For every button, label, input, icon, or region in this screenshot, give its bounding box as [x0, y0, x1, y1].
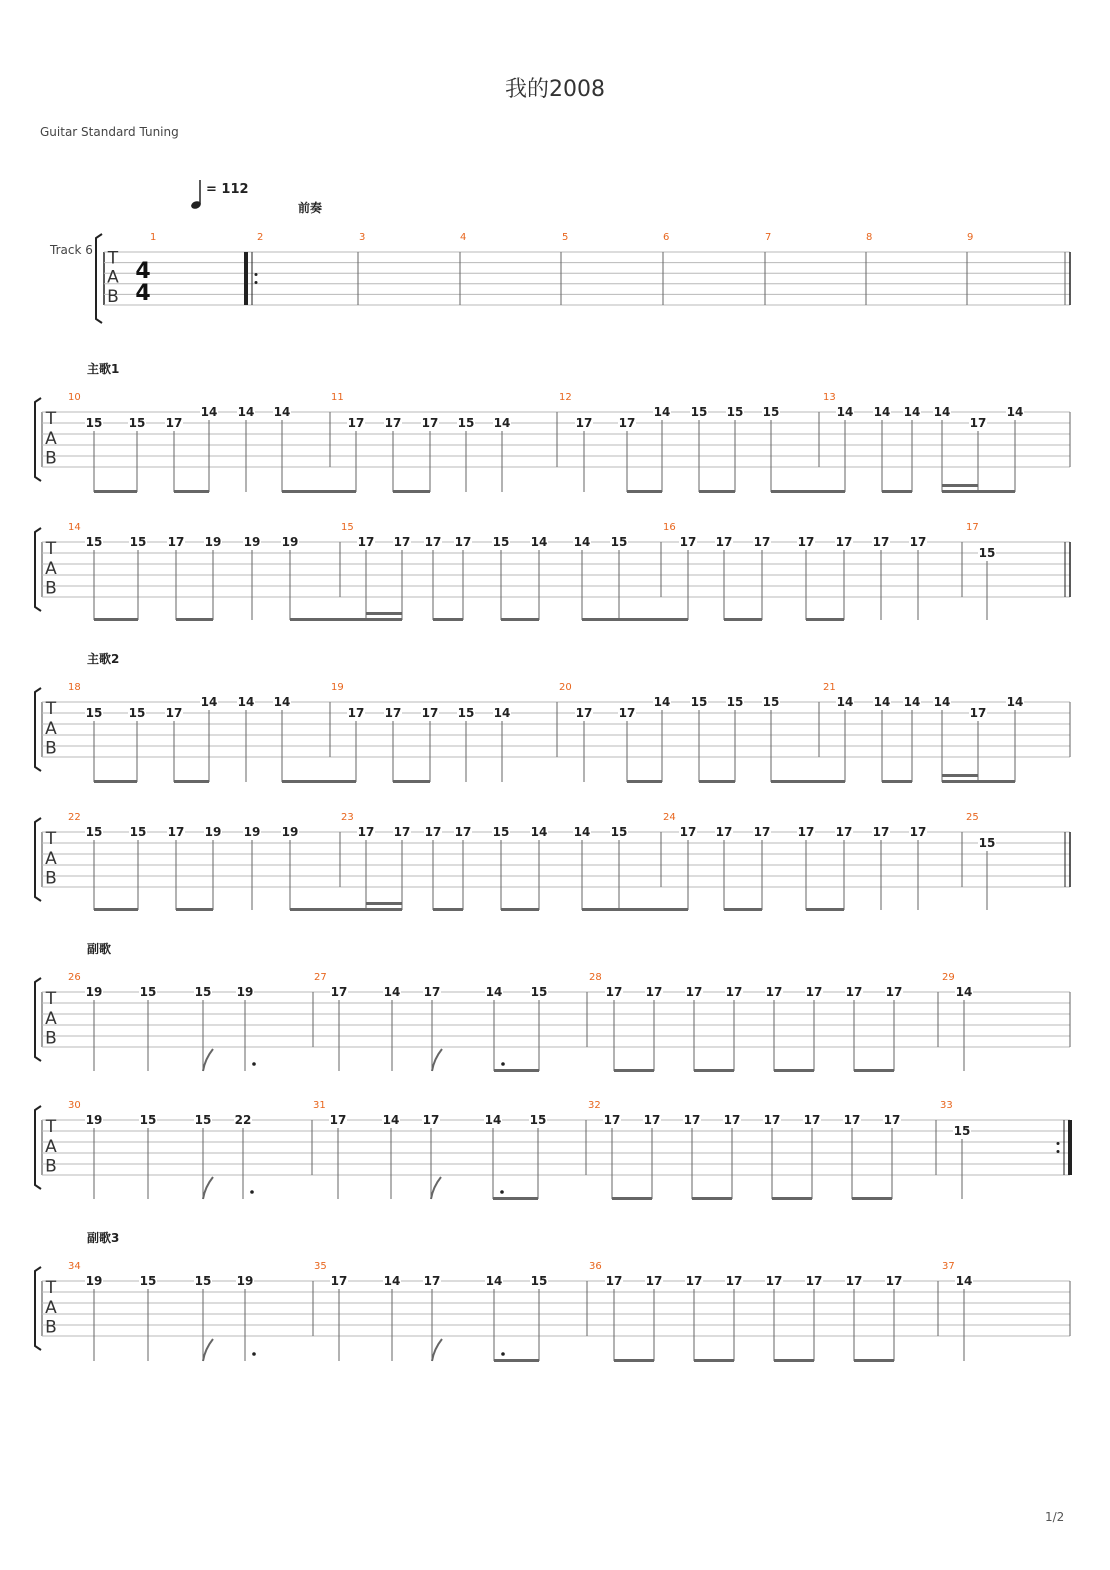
fret-number: 14	[873, 405, 891, 419]
fret-number: 15	[85, 706, 103, 720]
fret-number: 14	[1006, 695, 1024, 709]
fret-number: 14	[573, 535, 591, 549]
fret-number: 14	[933, 695, 951, 709]
fret-number: 17	[384, 416, 402, 430]
measure-number: 20	[559, 682, 572, 693]
system-bracket	[35, 1267, 41, 1350]
fret-number: 15	[129, 825, 147, 839]
measure-number: 7	[765, 232, 772, 243]
tab-clef-letter: B	[45, 448, 57, 469]
fret-number: 17	[725, 985, 743, 999]
fret-number: 17	[330, 985, 348, 999]
fret-number: 15	[492, 535, 510, 549]
fret-number: 17	[872, 535, 890, 549]
fret-number: 15	[457, 416, 475, 430]
fret-number: 17	[845, 1274, 863, 1288]
fret-number: 17	[843, 1113, 861, 1127]
fret-number: 17	[753, 535, 771, 549]
eighth-note-flag	[432, 1339, 442, 1361]
fret-number: 17	[835, 535, 853, 549]
dotted-note-dot	[500, 1190, 504, 1194]
note-beam	[94, 618, 138, 621]
fret-number: 17	[797, 825, 815, 839]
tab-clef-letter: B	[45, 578, 57, 599]
eighth-note-flag	[203, 1049, 213, 1071]
fret-number: 14	[955, 985, 973, 999]
note-beam	[174, 490, 209, 493]
section-label-verse2: 主歌2	[87, 652, 120, 666]
measure-number: 2	[257, 232, 264, 243]
fret-number: 19	[85, 1274, 103, 1288]
note-beam	[692, 1197, 732, 1200]
system-bracket	[35, 528, 41, 611]
system-bracket	[35, 818, 41, 901]
fret-number: 17	[685, 1274, 703, 1288]
note-beam	[806, 908, 844, 911]
fret-number: 17	[753, 825, 771, 839]
section-label-chorus: 副歌	[87, 942, 112, 956]
note-beam	[614, 1069, 654, 1072]
note-beam	[501, 908, 539, 911]
fret-number: 14	[273, 405, 291, 419]
fret-number: 15	[139, 1274, 157, 1288]
dotted-note-dot	[252, 1062, 256, 1066]
note-beam	[806, 618, 844, 621]
note-beam	[366, 908, 402, 911]
fret-number: 17	[803, 1113, 821, 1127]
note-beam	[501, 618, 539, 621]
tab-clef-letter: T	[45, 539, 57, 560]
fret-number: 17	[885, 985, 903, 999]
measure-number: 35	[314, 1261, 327, 1272]
note-beam	[882, 780, 912, 783]
measure-number: 14	[68, 522, 81, 533]
fret-number: 17	[805, 1274, 823, 1288]
track-label: Track 6	[50, 243, 93, 257]
fret-number: 17	[885, 1274, 903, 1288]
note-beam	[772, 1197, 812, 1200]
fret-number: 19	[236, 985, 254, 999]
fret-number: 17	[763, 1113, 781, 1127]
system-bracket	[96, 234, 102, 323]
repeat-dot	[1057, 1150, 1060, 1153]
measure-number: 15	[341, 522, 354, 533]
note-beam	[94, 780, 137, 783]
fret-number: 14	[836, 695, 854, 709]
note-beam	[774, 1359, 814, 1362]
fret-number: 14	[383, 985, 401, 999]
fret-number: 14	[237, 695, 255, 709]
fret-number: 17	[883, 1113, 901, 1127]
fret-number: 19	[281, 535, 299, 549]
fret-number: 14	[955, 1274, 973, 1288]
measure-number: 8	[866, 232, 873, 243]
fret-number: 19	[204, 825, 222, 839]
fret-number: 17	[683, 1113, 701, 1127]
time-signature-bottom: 4	[135, 281, 151, 306]
fret-number: 17	[725, 1274, 743, 1288]
fret-number: 19	[85, 985, 103, 999]
fret-number: 17	[765, 985, 783, 999]
fret-number: 15	[953, 1124, 971, 1138]
tab-clef-letter: B	[45, 738, 57, 759]
note-beam	[582, 618, 619, 621]
fret-number: 14	[485, 1274, 503, 1288]
tab-clef-letter: T	[45, 409, 57, 430]
measure-number: 28	[589, 972, 602, 983]
dotted-note-dot	[501, 1062, 505, 1066]
tempo-marking: = 112	[206, 182, 249, 197]
fret-number: 17	[423, 1274, 441, 1288]
measure-number: 33	[940, 1100, 953, 1111]
tab-clef-letter: A	[107, 267, 119, 288]
fret-number: 19	[236, 1274, 254, 1288]
measure-number: 37	[942, 1261, 955, 1272]
measure-number: 30	[68, 1100, 81, 1111]
fret-number: 15	[194, 985, 212, 999]
fret-number: 17	[605, 985, 623, 999]
fret-number: 15	[85, 416, 103, 430]
note-beam	[774, 1069, 814, 1072]
fret-number: 17	[603, 1113, 621, 1127]
note-beam-sixteenth	[942, 774, 978, 777]
note-beam	[494, 1359, 539, 1362]
tab-clef-letter: B	[45, 868, 57, 889]
fret-number: 17	[969, 416, 987, 430]
tab-clef-letter: A	[45, 558, 57, 579]
system-bracket	[35, 398, 41, 481]
note-beam	[494, 1069, 539, 1072]
measure-number: 34	[68, 1261, 81, 1272]
tab-clef-letter: B	[107, 286, 119, 307]
note-beam	[582, 908, 619, 911]
fret-number: 17	[643, 1113, 661, 1127]
fret-number: 14	[382, 1113, 400, 1127]
fret-number: 15	[194, 1274, 212, 1288]
fret-number: 15	[762, 405, 780, 419]
score-title: 我的2008	[505, 77, 605, 102]
fret-number: 15	[85, 535, 103, 549]
measure-number: 21	[823, 682, 836, 693]
time-signature-top: 4	[135, 259, 151, 284]
tab-clef-letter: A	[45, 1297, 57, 1318]
fret-number: 14	[383, 1274, 401, 1288]
fret-number: 17	[167, 825, 185, 839]
fret-number: 17	[618, 416, 636, 430]
fret-number: 17	[165, 416, 183, 430]
note-beam	[612, 1197, 652, 1200]
note-beam	[942, 780, 1015, 783]
eighth-note-flag	[432, 1049, 442, 1071]
measure-number: 6	[663, 232, 670, 243]
fret-number: 15	[85, 825, 103, 839]
fret-number: 14	[573, 825, 591, 839]
fret-number: 17	[835, 825, 853, 839]
fret-number: 17	[715, 535, 733, 549]
note-beam	[614, 1359, 654, 1362]
tuning-label: Guitar Standard Tuning	[40, 125, 179, 139]
fret-number: 15	[529, 1113, 547, 1127]
measure-number: 3	[359, 232, 366, 243]
tab-clef-letter: B	[45, 1317, 57, 1338]
fret-number: 15	[690, 695, 708, 709]
repeat-dot	[1057, 1142, 1060, 1145]
measure-number: 17	[966, 522, 979, 533]
fret-number: 19	[243, 535, 261, 549]
fret-number: 17	[421, 706, 439, 720]
fret-number: 17	[422, 1113, 440, 1127]
fret-number: 17	[393, 535, 411, 549]
fret-number: 19	[243, 825, 261, 839]
fret-number: 15	[726, 695, 744, 709]
fret-number: 17	[357, 825, 375, 839]
fret-number: 17	[723, 1113, 741, 1127]
measure-number: 36	[589, 1261, 602, 1272]
note-beam	[694, 1359, 734, 1362]
fret-number: 17	[167, 535, 185, 549]
fret-number: 17	[685, 985, 703, 999]
note-beam	[619, 908, 688, 911]
fret-number: 17	[357, 535, 375, 549]
note-beam	[393, 780, 430, 783]
fret-number: 15	[194, 1113, 212, 1127]
note-beam-sixteenth	[366, 612, 402, 615]
fret-number: 14	[1006, 405, 1024, 419]
fret-number: 17	[605, 1274, 623, 1288]
note-beam	[699, 780, 735, 783]
note-beam	[366, 618, 402, 621]
note-beam	[393, 490, 430, 493]
measure-number: 5	[562, 232, 569, 243]
note-beam	[282, 780, 356, 783]
fret-number: 14	[653, 405, 671, 419]
system-bracket	[35, 688, 41, 771]
note-beam	[699, 490, 735, 493]
fret-number: 17	[424, 535, 442, 549]
dotted-note-dot	[250, 1190, 254, 1194]
fret-number: 17	[765, 1274, 783, 1288]
fret-number: 14	[903, 695, 921, 709]
note-beam	[771, 780, 845, 783]
fret-number: 14	[200, 405, 218, 419]
fret-number: 14	[903, 405, 921, 419]
tab-clef-letter: A	[45, 428, 57, 449]
measure-number: 18	[68, 682, 81, 693]
fret-number: 15	[530, 985, 548, 999]
measure-number: 22	[68, 812, 81, 823]
fret-number: 15	[610, 535, 628, 549]
note-beam	[94, 490, 137, 493]
note-beam	[174, 780, 209, 783]
section-label-chorus3: 副歌3	[87, 1231, 120, 1245]
fret-number: 15	[726, 405, 744, 419]
tab-clef-letter: A	[45, 848, 57, 869]
tab-clef-letter: T	[45, 699, 57, 720]
fret-number: 14	[836, 405, 854, 419]
fret-number: 14	[485, 985, 503, 999]
note-beam	[852, 1197, 892, 1200]
fret-number: 17	[797, 535, 815, 549]
note-beam	[282, 490, 356, 493]
fret-number: 17	[909, 535, 927, 549]
fret-number: 17	[165, 706, 183, 720]
fret-number: 17	[421, 416, 439, 430]
measure-number: 1	[150, 232, 157, 243]
measure-number: 11	[331, 392, 344, 403]
fret-number: 14	[933, 405, 951, 419]
fret-number: 19	[204, 535, 222, 549]
tab-clef-letter: T	[45, 829, 57, 850]
tab-clef-letter: B	[45, 1156, 57, 1177]
measure-number: 13	[823, 392, 836, 403]
fret-number: 15	[139, 985, 157, 999]
tab-clef-letter: T	[45, 1278, 57, 1299]
note-beam	[493, 1197, 538, 1200]
fret-number: 17	[454, 825, 472, 839]
measure-number: 23	[341, 812, 354, 823]
fret-number: 17	[575, 416, 593, 430]
repeat-dot	[255, 281, 258, 284]
measure-number: 24	[663, 812, 676, 823]
fret-number: 17	[872, 825, 890, 839]
fret-number: 17	[347, 416, 365, 430]
fret-number: 17	[393, 825, 411, 839]
fret-number: 22	[234, 1113, 252, 1127]
note-beam	[433, 908, 463, 911]
note-beam-sixteenth	[366, 902, 402, 905]
fret-number: 14	[653, 695, 671, 709]
fret-number: 17	[330, 1274, 348, 1288]
note-beam	[627, 490, 662, 493]
measure-number: 4	[460, 232, 467, 243]
fret-number: 17	[845, 985, 863, 999]
fret-number: 15	[457, 706, 475, 720]
tab-clef-letter: T	[45, 989, 57, 1010]
fret-number: 17	[805, 985, 823, 999]
note-beam	[882, 490, 912, 493]
fret-number: 15	[128, 706, 146, 720]
fret-number: 15	[492, 825, 510, 839]
dotted-note-dot	[252, 1352, 256, 1356]
fret-number: 15	[978, 546, 996, 560]
dotted-note-dot	[501, 1352, 505, 1356]
tab-clef-letter: T	[107, 248, 119, 269]
fret-number: 17	[715, 825, 733, 839]
tab-clef-letter: T	[45, 1117, 57, 1138]
note-beam	[724, 618, 762, 621]
note-beam	[94, 908, 138, 911]
fret-number: 14	[873, 695, 891, 709]
section-label-verse1: 主歌1	[87, 362, 120, 376]
system-bracket	[35, 978, 41, 1061]
eighth-note-flag	[203, 1339, 213, 1361]
fret-number: 14	[493, 416, 511, 430]
system-bracket	[35, 1106, 41, 1189]
measure-number: 9	[967, 232, 974, 243]
measure-number: 32	[588, 1100, 601, 1111]
fret-number: 17	[679, 535, 697, 549]
fret-number: 14	[200, 695, 218, 709]
note-beam	[694, 1069, 734, 1072]
fret-number: 19	[281, 825, 299, 839]
measure-number: 19	[331, 682, 344, 693]
note-beam	[176, 618, 213, 621]
note-beam-sixteenth	[942, 484, 978, 487]
fret-number: 14	[530, 825, 548, 839]
repeat-dot	[255, 273, 258, 276]
measure-number: 10	[68, 392, 81, 403]
fret-number: 17	[909, 825, 927, 839]
note-beam	[724, 908, 762, 911]
fret-number: 17	[645, 985, 663, 999]
note-beam	[942, 490, 1015, 493]
note-beam	[854, 1359, 894, 1362]
fret-number: 15	[530, 1274, 548, 1288]
tab-clef-letter: A	[45, 718, 57, 739]
measure-number: 31	[313, 1100, 326, 1111]
fret-number: 17	[423, 985, 441, 999]
eighth-note-flag	[431, 1177, 441, 1199]
note-beam	[290, 908, 366, 911]
note-beam	[627, 780, 662, 783]
tab-clef-letter: B	[45, 1028, 57, 1049]
note-beam	[619, 618, 688, 621]
measure-number: 26	[68, 972, 81, 983]
page-number: 1/2	[1045, 1510, 1065, 1524]
fret-number: 15	[139, 1113, 157, 1127]
measure-number: 16	[663, 522, 676, 533]
tab-clef-letter: A	[45, 1008, 57, 1029]
fret-number: 17	[454, 535, 472, 549]
fret-number: 17	[679, 825, 697, 839]
fret-number: 14	[237, 405, 255, 419]
fret-number: 17	[575, 706, 593, 720]
fret-number: 14	[530, 535, 548, 549]
note-beam	[433, 618, 463, 621]
fret-number: 14	[493, 706, 511, 720]
eighth-note-flag	[203, 1177, 213, 1199]
measure-number: 27	[314, 972, 327, 983]
measure-number: 12	[559, 392, 572, 403]
note-beam	[176, 908, 213, 911]
fret-number: 17	[384, 706, 402, 720]
fret-number: 17	[329, 1113, 347, 1127]
fret-number: 15	[690, 405, 708, 419]
fret-number: 15	[129, 535, 147, 549]
fret-number: 17	[645, 1274, 663, 1288]
fret-number: 14	[484, 1113, 502, 1127]
measure-number: 25	[966, 812, 979, 823]
fret-number: 15	[762, 695, 780, 709]
fret-number: 17	[424, 825, 442, 839]
fret-number: 15	[128, 416, 146, 430]
fret-number: 15	[610, 825, 628, 839]
fret-number: 17	[969, 706, 987, 720]
fret-number: 17	[347, 706, 365, 720]
note-beam	[854, 1069, 894, 1072]
measure-number: 29	[942, 972, 955, 983]
fret-number: 14	[273, 695, 291, 709]
fret-number: 15	[978, 836, 996, 850]
tab-clef-letter: A	[45, 1136, 57, 1157]
section-label-intro: 前奏	[298, 201, 323, 215]
fret-number: 19	[85, 1113, 103, 1127]
note-beam	[290, 618, 366, 621]
note-beam	[771, 490, 845, 493]
fret-number: 17	[618, 706, 636, 720]
